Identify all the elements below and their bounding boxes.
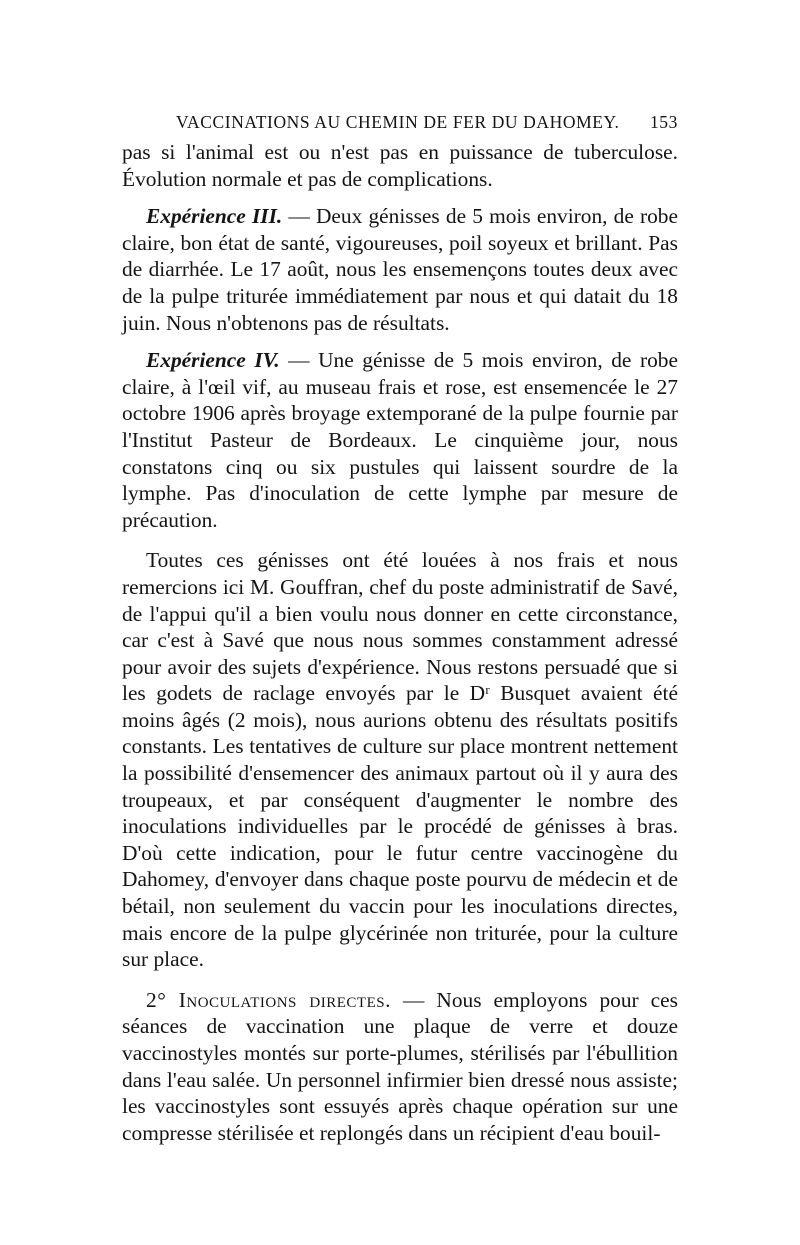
experience-label: Expérience IV. (146, 348, 280, 373)
experience-label: Expérience III. (146, 204, 283, 229)
running-title: VACCINATIONS AU CHEMIN DE FER DU DAHOMEY. (176, 112, 620, 132)
paragraph-text: pas si l'animal est ou n'est pas en puissance de tuberculose. Évolution normale et pas de complications. (122, 140, 678, 191)
book-page (122, 112, 678, 1146)
running-header (176, 112, 678, 133)
paragraph-text: — Nous employons pour ces séances de vaccination une plaque de verre et douze vaccinostyles montés sur porte-plumes, stérilisés par l'ébullition dans l'eau salée. Un personnel infirmier bien dressé nous assiste; les vaccinostyles sont essuyés après chaque opération sur une compresse stérilisée et replongés dans un récipient d'eau bouil- (122, 987, 678, 1145)
paragraph-text: Toutes ces génisses ont été louées à nos frais et nous remercions ici M. Gouffran, chef du poste administratif de Savé, de l'appui qu'il a bien voulu nous donner en cette circonstance, car c'est à Savé que nous nous sommes constamment adressé pour avoir des sujets d'expérience. Nous restons persuadé que si les godets de raclage envoyés par le Dʳ Busquet avaient été moins âgés (2 mois), nous aurions obtenu des résultats positifs constants. Les tentatives de culture sur place montrent nettement la possibilité d'ensemencer des animaux partout où il y aura des troupeaux, et par conséquent d'augmenter le nombre des inoculations individuelles par le procédé de génisses à bras. D'où cette indication, pour le futur centre vaccinogène du Dahomey, d'envoyer dans chaque poste pourvu de médecin et de bétail, non seulement du vaccin pour les inoculations directes, mais encore de la pulpe glycérinée non triturée, pour la culture sur place. (122, 548, 678, 972)
body-text (122, 139, 678, 1146)
paragraph-experience-iii (122, 203, 678, 336)
section-label: 2° Inoculations directes. (146, 987, 391, 1012)
paragraph-text: — Deux génisses de 5 mois environ, de robe claire, bon état de santé, vigoureuses, poil soyeux et brillant. Pas de diarrhée. Le 17 août, nous les ensemençons toutes deux avec de la pulpe triturée immédiatement par nous et qui datait du 18 juin. Nous n'obtenons pas de résultats. (122, 204, 679, 335)
page-number: 153 (649, 112, 678, 132)
paragraph-inoculations-directes (122, 987, 678, 1147)
paragraph-text: — Une génisse de 5 mois environ, de robe claire, à l'œil vif, au museau frais et rose, est ensemencée le 27 octobre 1906 après broyage extemporané de la pulpe fournie par l'Institut Pasteur de Bordeaux. Le cinquième jour, nous constatons cinq ou six pustules qui laissent sourdre de la lymphe. Pas d'inoculation de cette lymphe par mesure de précaution. (122, 348, 678, 532)
paragraph-experience-iv (122, 347, 678, 533)
paragraph-genisses (122, 547, 678, 973)
paragraph-continuation (122, 139, 678, 192)
